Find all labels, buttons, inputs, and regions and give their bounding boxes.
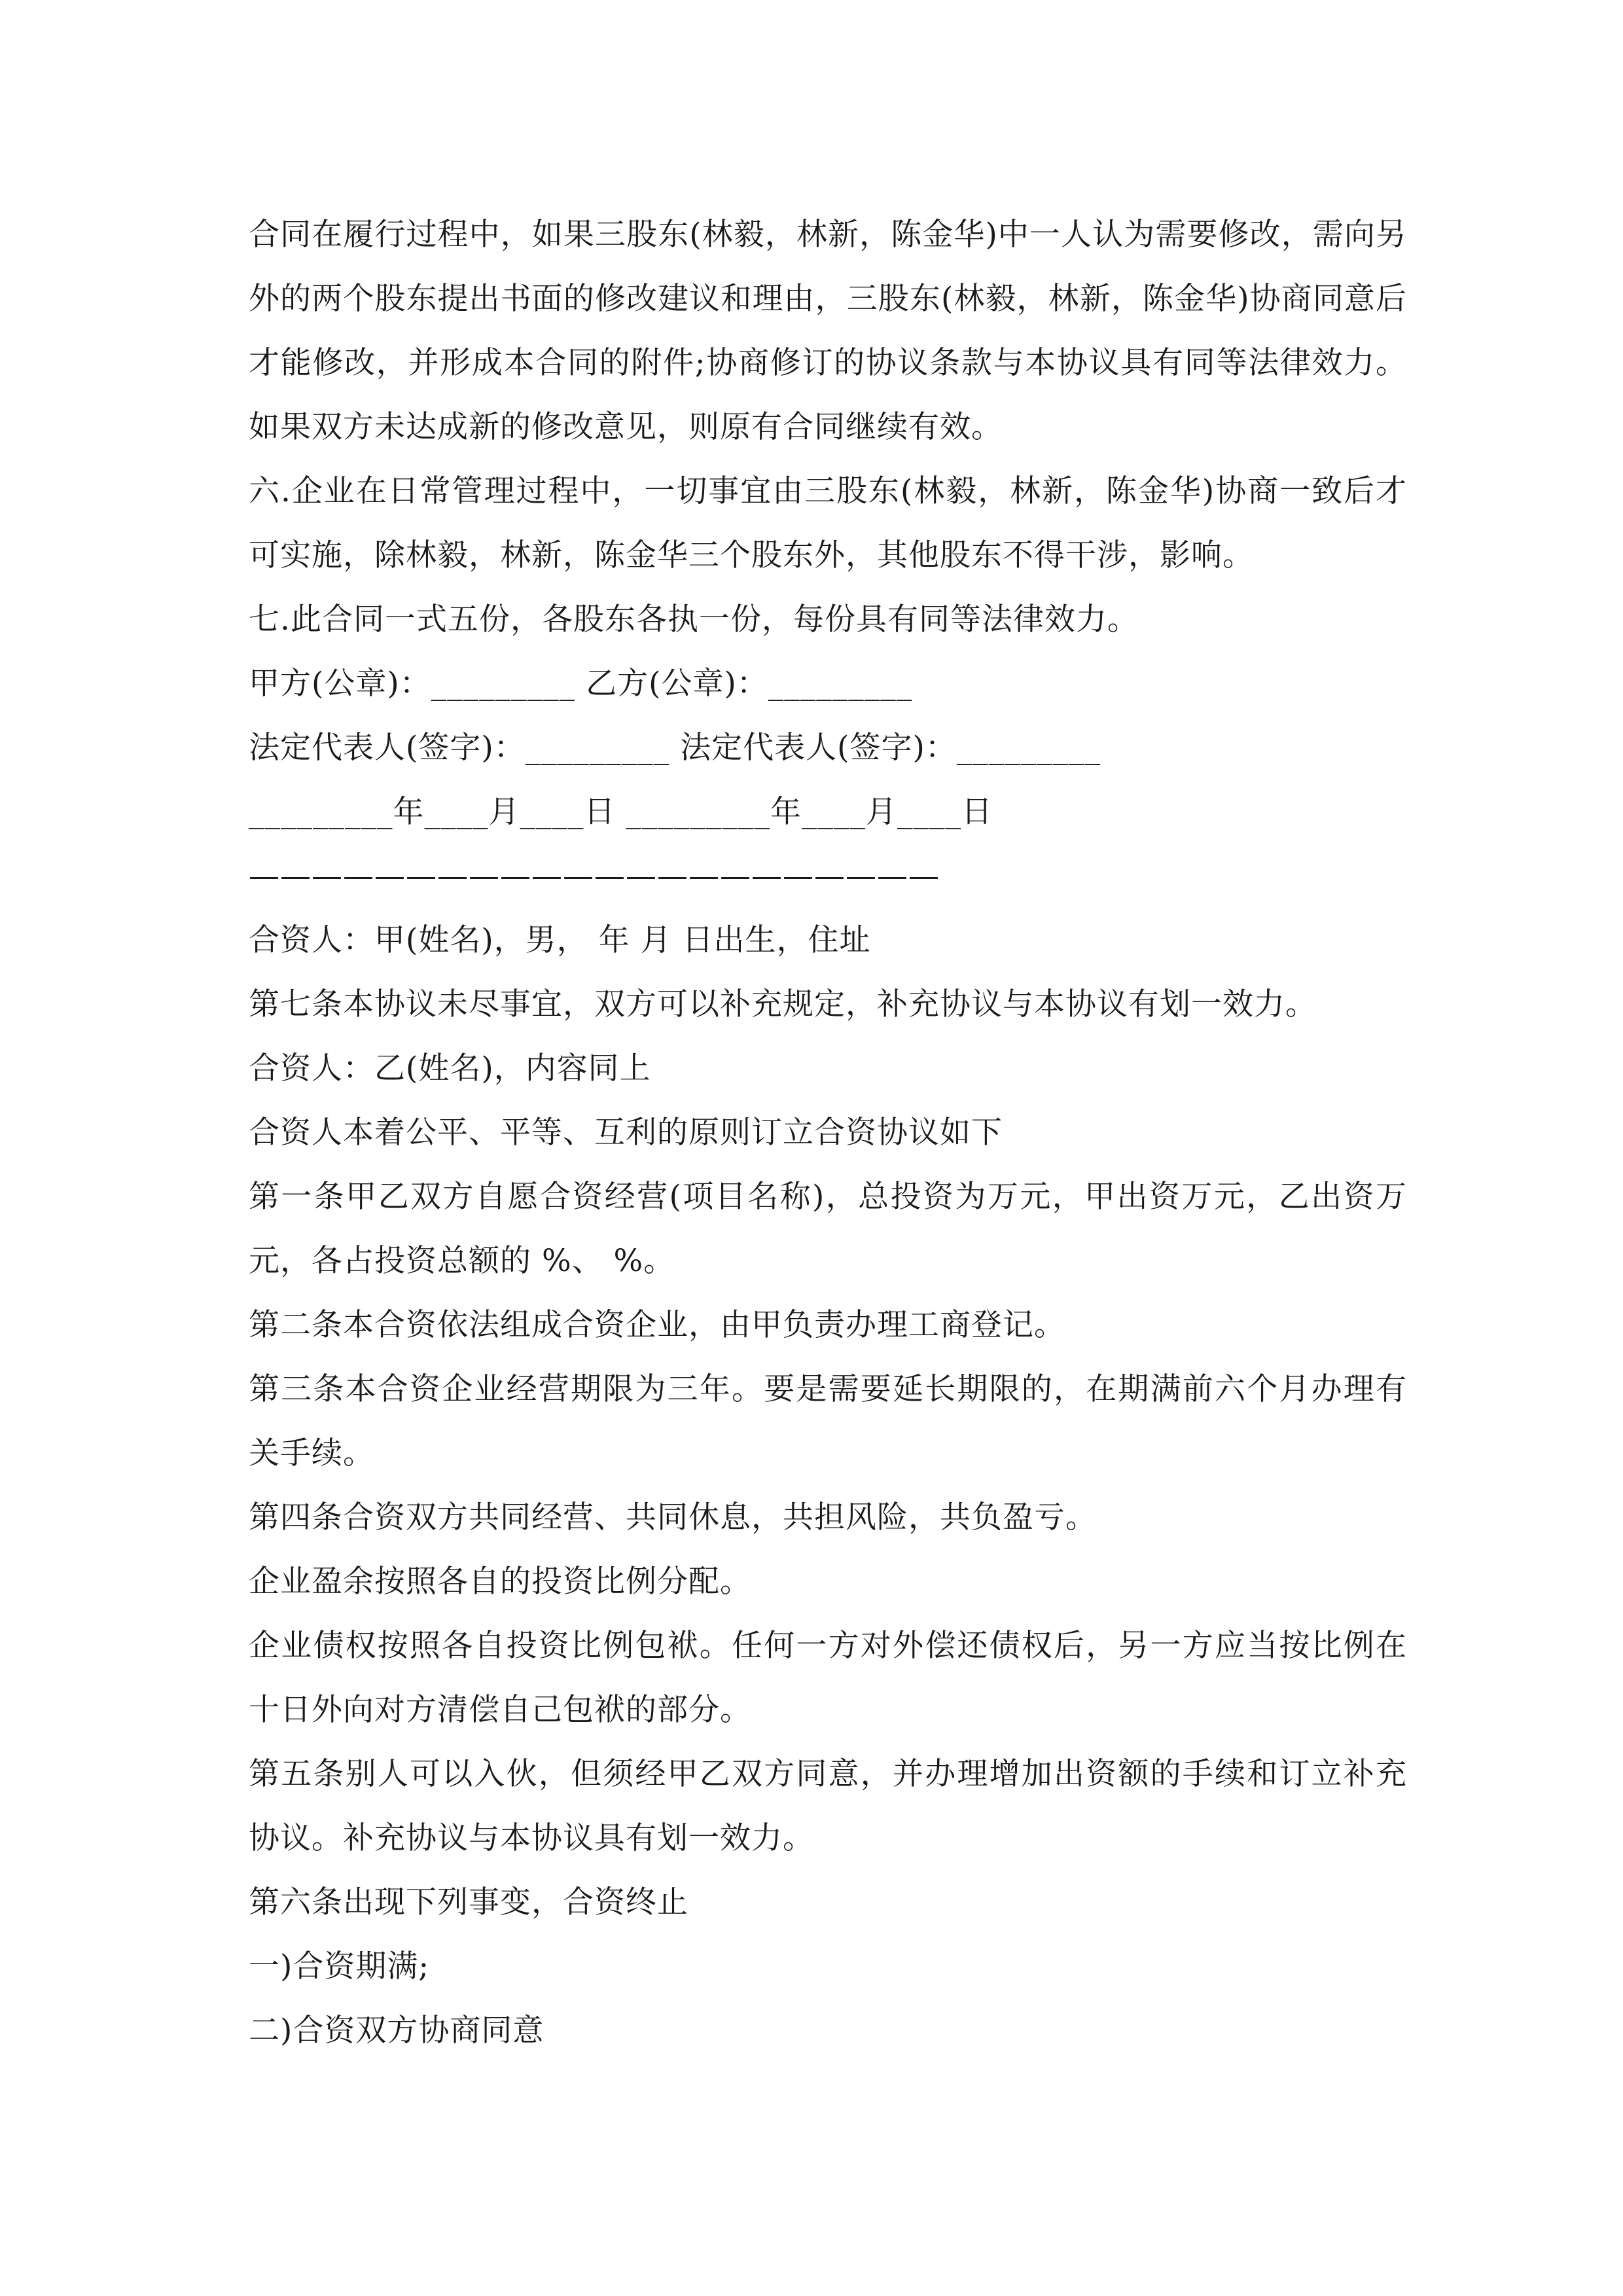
paragraph-article-two: 第二条本合资依法组成合资企业，由甲负责办理工商登记。 xyxy=(249,1307,1065,1343)
paragraph-article-one: 第一条甲乙双方自愿合资经营(项目名称)，总投资为万元，甲出资万元，乙出资万元，各占投资总额的 %、 %。 xyxy=(249,1179,1407,1279)
paragraph-article-six: 第六条出现下列事变，合资终止 xyxy=(249,1884,688,1920)
paragraph-partner-a: 合资人：甲(姓名)，男， 年 月 日出生，住址 xyxy=(249,922,871,958)
paragraph-debt-responsibility: 企业债权按照各自投资比例包袱。任何一方对外偿还债权后，另一方应当按比例在十日外向对方清偿自己包袱的部分。 xyxy=(249,1628,1407,1728)
paragraph-profit-distribution: 企业盈余按照各自的投资比例分配。 xyxy=(249,1564,751,1600)
section-separator: —————————————————————— xyxy=(249,858,940,894)
paragraph-clause-seven: 七.此合同一式五份，各股东各执一份，每份具有同等法律效力。 xyxy=(249,601,1139,637)
signature-line-date: _________年____月____日 _________年____月____日 xyxy=(249,794,993,830)
document-body xyxy=(249,203,1407,2063)
signature-line-seal: 甲方(公章)：_________ 乙方(公章)：_________ xyxy=(249,666,913,702)
paragraph-article-three: 第三条本合资企业经营期限为三年。要是需要延长期限的，在期满前六个月办理有关手续。 xyxy=(249,1371,1407,1471)
paragraph-partner-b: 合资人：乙(姓名)，内容同上 xyxy=(249,1050,651,1086)
paragraph-preamble: 合资人本着公平、平等、互利的原则订立合资协议如下 xyxy=(249,1115,1003,1151)
paragraph-article-seven: 第七条本协议未尽事宜，双方可以补充规定，补充协议与本协议有划一效力。 xyxy=(249,986,1317,1022)
paragraph-article-five: 第五条别人可以入伙，但须经甲乙双方同意，并办理增加出资额的手续和订立补充协议。补充协议与本协议具有划一效力。 xyxy=(249,1756,1407,1856)
signature-line-representative: 法定代表人(签字)：_________ 法定代表人(签字)：_________ xyxy=(249,730,1101,766)
paragraph-article-four: 第四条合资双方共同经营、共同休息，共担风险，共负盈亏。 xyxy=(249,1499,1097,1535)
paragraph-clause-six: 六.企业在日常管理过程中，一切事宜由三股东(林毅，林新，陈金华)协商一致后才可实施，除林毅，林新，陈金华三个股东外，其他股东不得干涉，影响。 xyxy=(249,473,1407,573)
list-item-mutual-agreement: 二)合资双方协商同意 xyxy=(249,2013,544,2049)
paragraph-contract-amendment: 合同在履行过程中，如果三股东(林毅，林新，陈金华)中一人认为需要修改，需向另外的两个股东提出书面的修改建议和理由，三股东(林毅，林新，陈金华)协商同意后才能修改，并形成本合同的附件;协商修订的协议条款与本协议具有同等法律效力。如果双方未达成新的修改意见，则原有合同继续有效。 xyxy=(249,217,1407,445)
list-item-term-expired: 一)合资期满; xyxy=(249,1948,430,1984)
